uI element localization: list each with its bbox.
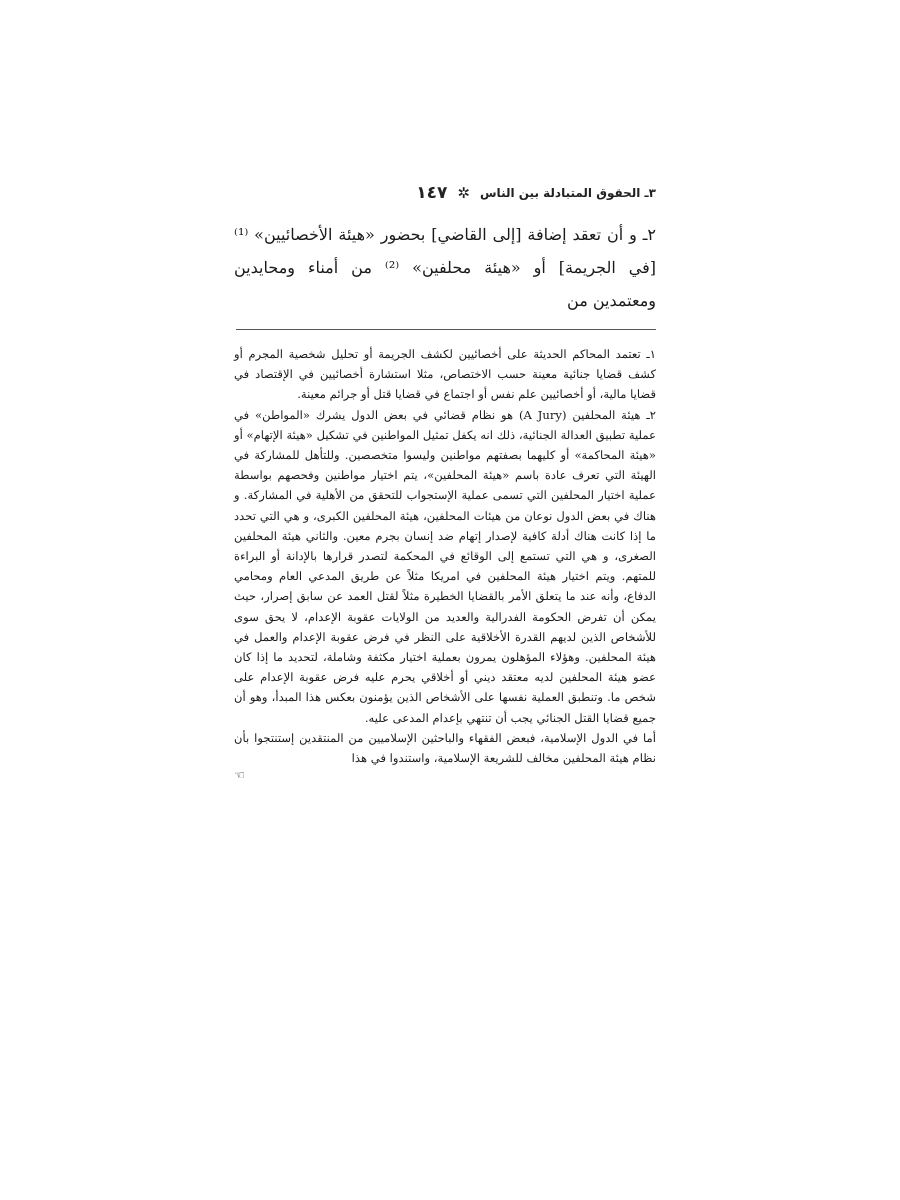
page-number: ١٤٧ <box>416 183 448 203</box>
running-head <box>234 180 656 206</box>
main-paragraph: ٢ـ و أن تعقد إضافة [إلى القاضي] بحضور «هيئة الأخصائيين» ⁽¹⁾ [في الجريمة] أو «هيئة محلفين» ⁽²⁾ من أمناء ومحايدين ومعتمدين من <box>234 225 656 310</box>
footnote-2: ٢ـ هيئة المحلفين (A Jury) هو نظام قضائي في بعض الدول يشرك «المواطن» في عملية تطبيق العدالة الجنائية، ذلك انه يكفل تمثيل المواطنين في تشكيل «هيئة الإتهام» أو «هيئة المحاكمة» أو كليهما بصفتهم مواطنين وليسوا متخصصين. وللتأهل للمشاركة في الهيئة التي تعرف عادة باسم «هيئة المحلفين»، يتم اختيار مواطنين وفحصهم بواسطة عملية اختيار المحلفين التي تسمى عملية الإستجواب للتحقق من الأهلية في المشاركة. و هناك في بعض الدول نوعان من هيئات المحلفين، هيئة المحلفين الكبرى، و هي التي تحدد ما إذا كانت هناك أدلة كافية لإصدار إتهام ضد إنسان بجرم معين. والثاني هيئة المحلفين الصغرى، و هي التي تستمع إلى الوقائع في المحكمة لتصدر قرارها بالإدانة أو البراءة للمتهم. ويتم اختيار هيئة المحلفين في امريكا مثلاً عن طريق المدعي العام ومحامي الدفاع، وأنه عند ما يتعلق الأمر بالقضايا الخطيرة مثلاً لقتل العمد عن سابق إصرار، حيث يمكن أن تفرض الحكومة الفدرالية والعديد من الولايات عقوبة الإعدام، لا يحق سوى للأشخاص الذين لديهم القدرة الأخلاقية على النظر في فرض عقوبة الإعدام والعمل في هيئة المحلفين. وهؤلاء المؤهلون يمرون بعملية اختيار مكثفة وشاملة، لتحديد ما إذا كان عضو هيئة المحلفين لديه معتقد ديني أو أخلاقي يحرم عليه فرض عقوبة الإعدام على شخص ما. وتنطبق العملية نفسها على الأشخاص الذين يؤمنون بعكس هذا المبدأ، وهو أن جميع قضايا القتل الجنائي يجب أن تنتهي بإعدام المدعى عليه. <box>234 407 656 725</box>
chapter-title: ٣ـ الحقوق المتبادلة بين الناس <box>480 186 656 200</box>
flower-ornament-icon: ✲ <box>457 183 470 202</box>
footnotes <box>234 344 656 782</box>
footnote-continuation: أما في الدول الإسلامية، فبعض الفقهاء والباحثين الإسلاميين من المنتقدين إستنتجوا بأن نظام هيئة المحلفين مخالف للشريعة الإسلامية، واستندوا في هذا <box>234 730 656 766</box>
book-page <box>234 180 656 782</box>
main-text <box>234 218 656 317</box>
footnote-1: ١ـ تعتمد المحاكم الحديثة على أخصائيين لكشف الجريمة أو تحليل شخصية المجرم أو كشف قضايا جنائية معينة حسب الاختصاص، مثلا استشارة أخصائيين في الإقتصاد في قضايا مالية، أو أخصائيين علم نفس أو اجتماع في قضايا قتل أو جرائم معينة. <box>234 347 656 402</box>
pointing-hand-icon: ☜ <box>234 768 245 783</box>
footnote-separator <box>236 329 656 330</box>
